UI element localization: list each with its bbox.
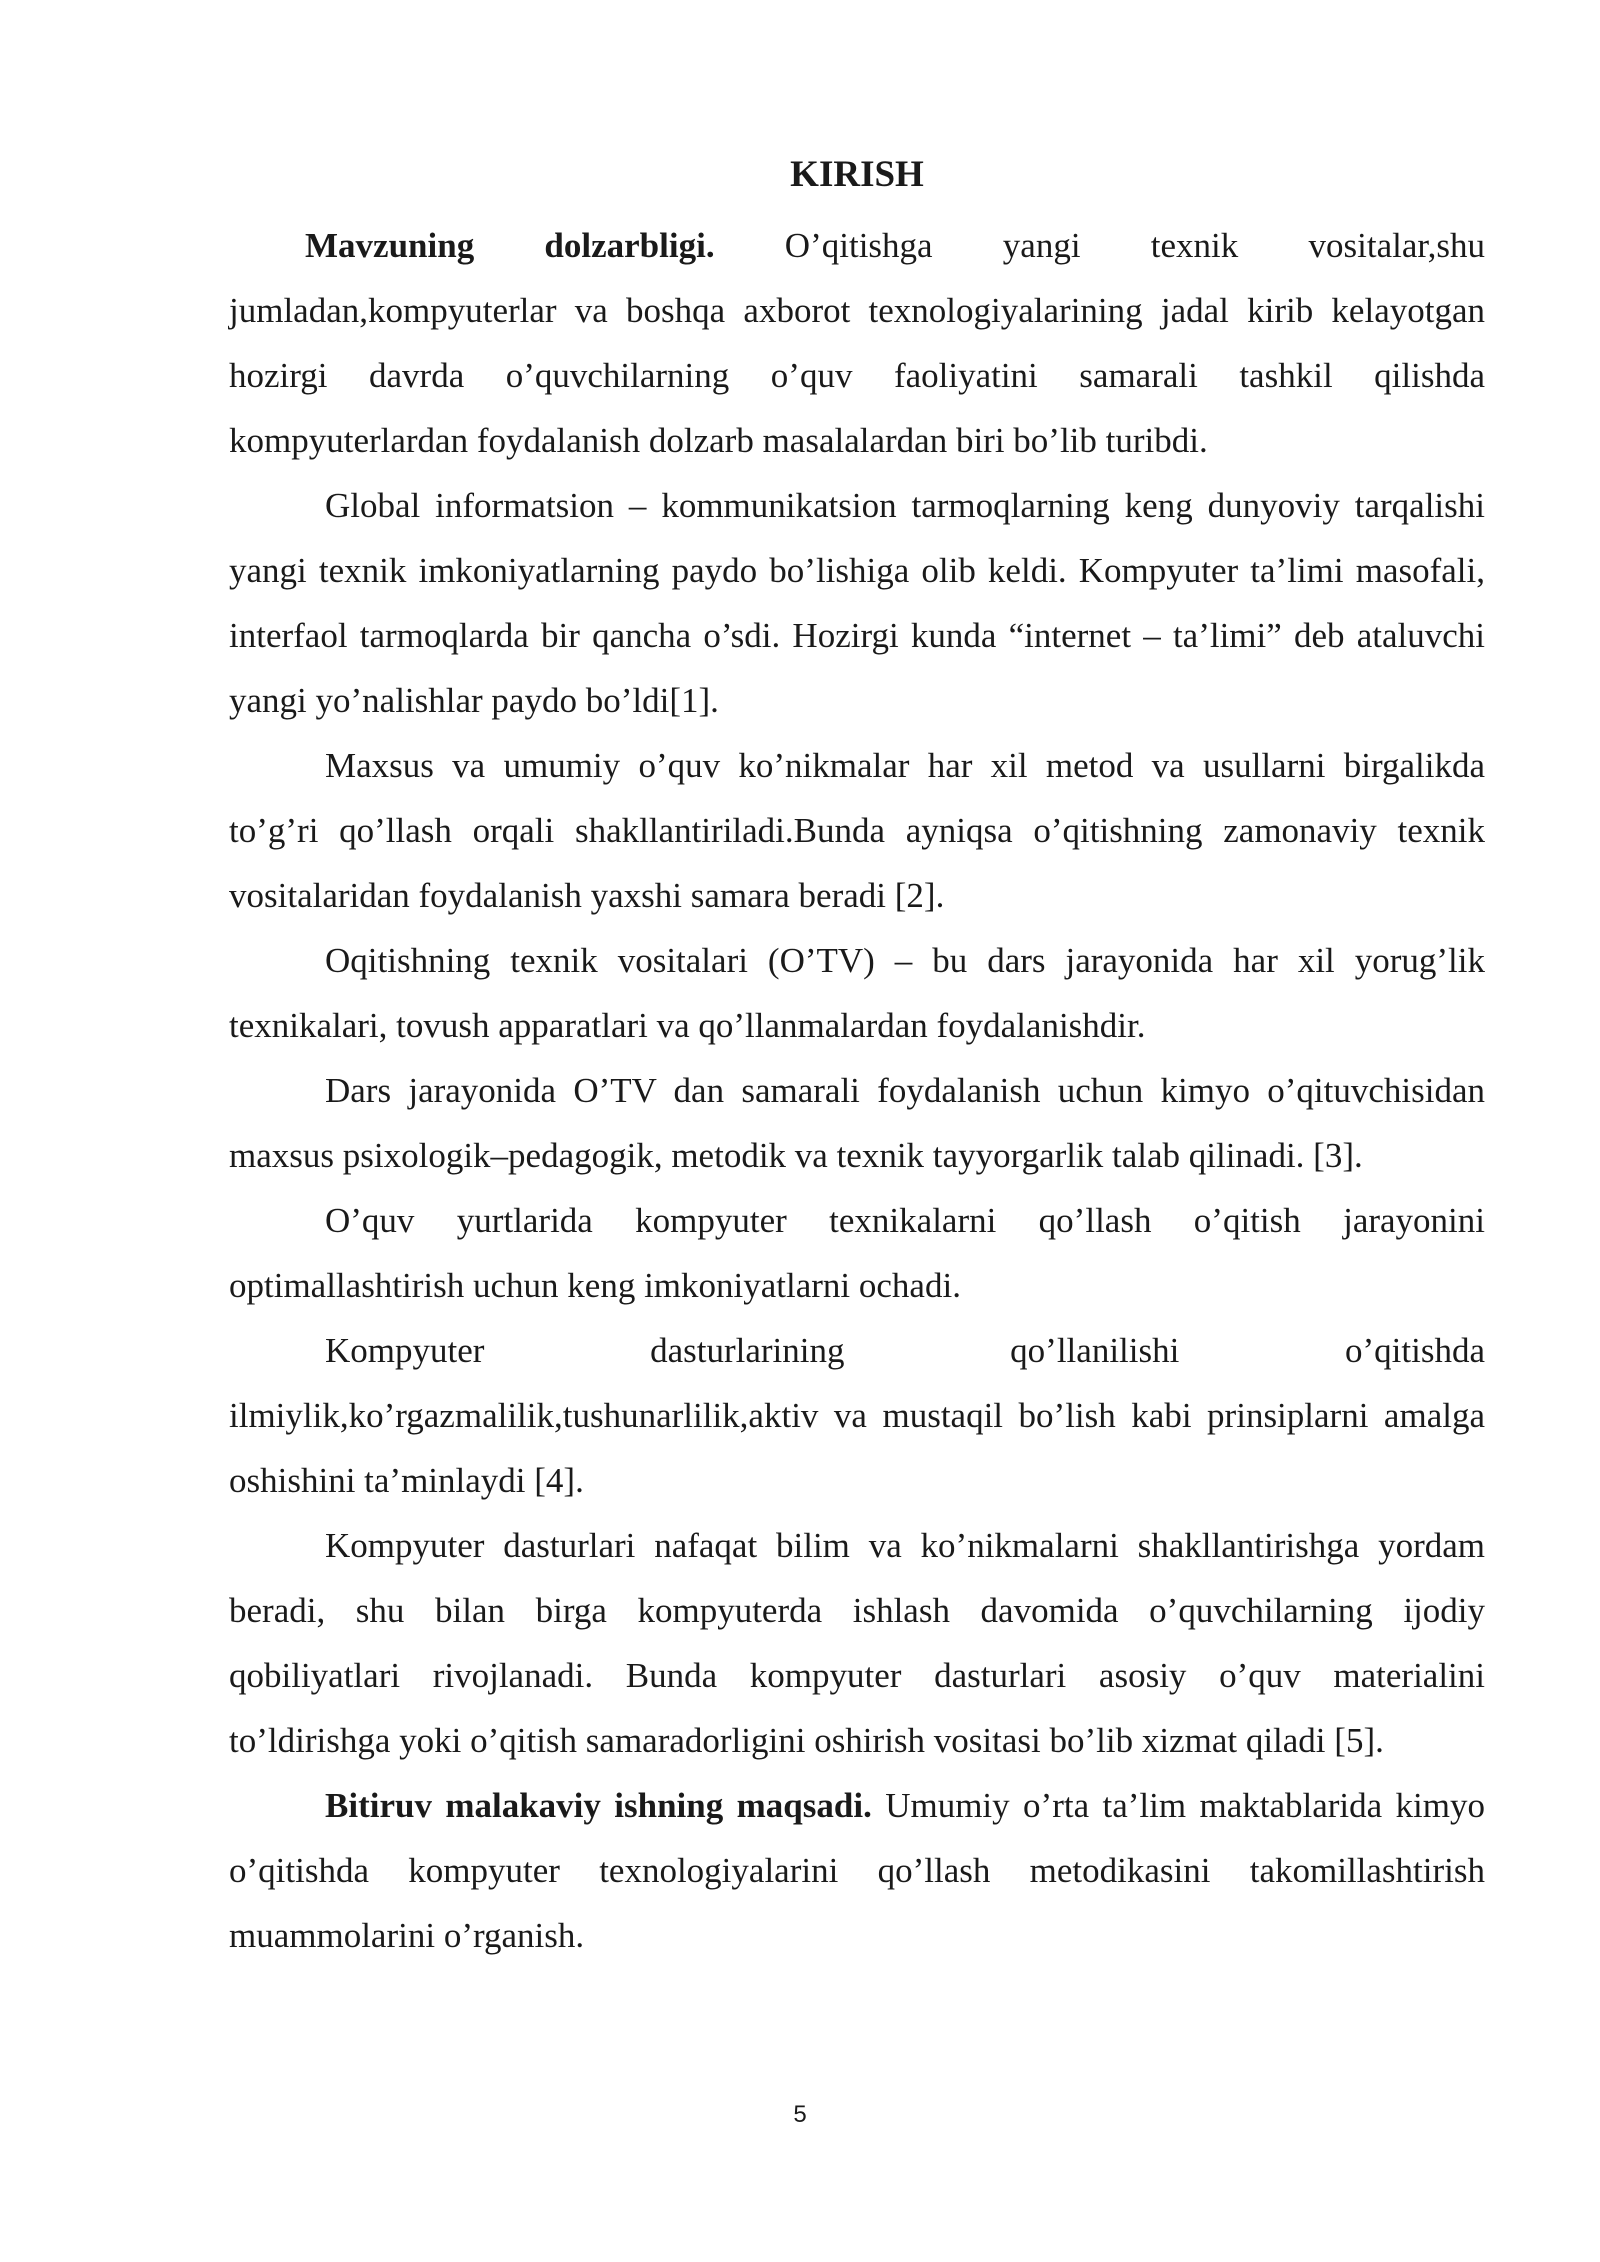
paragraph: Oqitishning texnik vositalari (O’TV) – bu dars jarayonida har xil yorug’lik texnikalari, tovush apparatlari va qo’llanmalardan foydalanishdir.: [229, 941, 1485, 1045]
paragraph-text: O’qitishga yangi texnik vositalar,shu jumladan,kompyuterlar va boshqa axborot texnologiyalarining jadal kirib kelayotgan hozirgi davrda o’quvchilarning o’quv faoliyatini samarali tashkil qilishda kompyuterlardan foydalanish dolzarb masalalardan biri bo’lib turibdi.: [229, 226, 1485, 460]
paragraph-lead-heading: Mavzuning dolzarbligi.: [305, 226, 715, 265]
paragraph: Global informatsion – kommunikatsion tarmoqlarning keng dunyoviy tarqalishi yangi texnik imkoniyatlarning paydo bo’lishiga olib keldi. Kompyuter ta’limi masofali, interfaol tarmoqlarda bir qancha o’sdi. Hozirgi kunda “internet – ta’limi” deb ataluvchi yangi yo’nalishlar paydo bo’ldi[1].: [229, 486, 1485, 720]
document-title: KIRISH: [790, 154, 924, 195]
paragraph-goal: [229, 1773, 1485, 1968]
document-page: [229, 148, 1485, 1968]
paragraph: Dars jarayonida O’TV dan samarali foydalanish uchun kimyo o’qituvchisidan maxsus psixologik–pedagogik, metodik va texnik tayyorgarlik talab qilinadi. [3].: [229, 1071, 1485, 1175]
page-number: 5: [793, 2101, 807, 2128]
paragraph: Kompyuter dasturlarining qo’llanilishi o’qitishda ilmiylik,ko’rgazmalilik,tushunarlilik,aktiv va mustaqil bo’lish kabi prinsiplarni amalga oshishini ta’minlaydi [4].: [229, 1331, 1485, 1500]
paragraph: Kompyuter dasturlari nafaqat bilim va ko’nikmalarni shakllantirishga yordam beradi, shu bilan birga kompyuterda ishlash davomida o’quvchilarning ijodiy qobiliyatlari rivojlanadi. Bunda kompyuter dasturlari asosiy o’quv materialini to’ldirishga yoki o’qitish samaradorligini oshirish vositasi bo’lib xizmat qiladi [5].: [229, 1526, 1485, 1760]
paragraph-text: Umumiy o’rta ta’lim maktablarida kimyo o’qitishda kompyuter texnologiyalarini qo’llash metodikasini takomillashtirish muammolarini o’rganish.: [229, 1786, 1485, 1955]
paragraph-lead-heading: Bitiruv malakaviy ishning maqsadi.: [325, 1786, 872, 1825]
paragraph-relevance: [229, 213, 1485, 473]
paragraph: Maxsus va umumiy o’quv ko’nikmalar har xil metod va usullarni birgalikda to’g’ri qo’llash orqali shakllantiriladi.Bunda ayniqsa o’qitishning zamonaviy texnik vositalaridan foydalanish yaxshi samara beradi [2].: [229, 746, 1485, 915]
paragraph: O’quv yurtlarida kompyuter texnikalarni qo’llash o’qitish jarayonini optimallashtirish uchun keng imkoniyatlarni ochadi.: [229, 1201, 1485, 1305]
